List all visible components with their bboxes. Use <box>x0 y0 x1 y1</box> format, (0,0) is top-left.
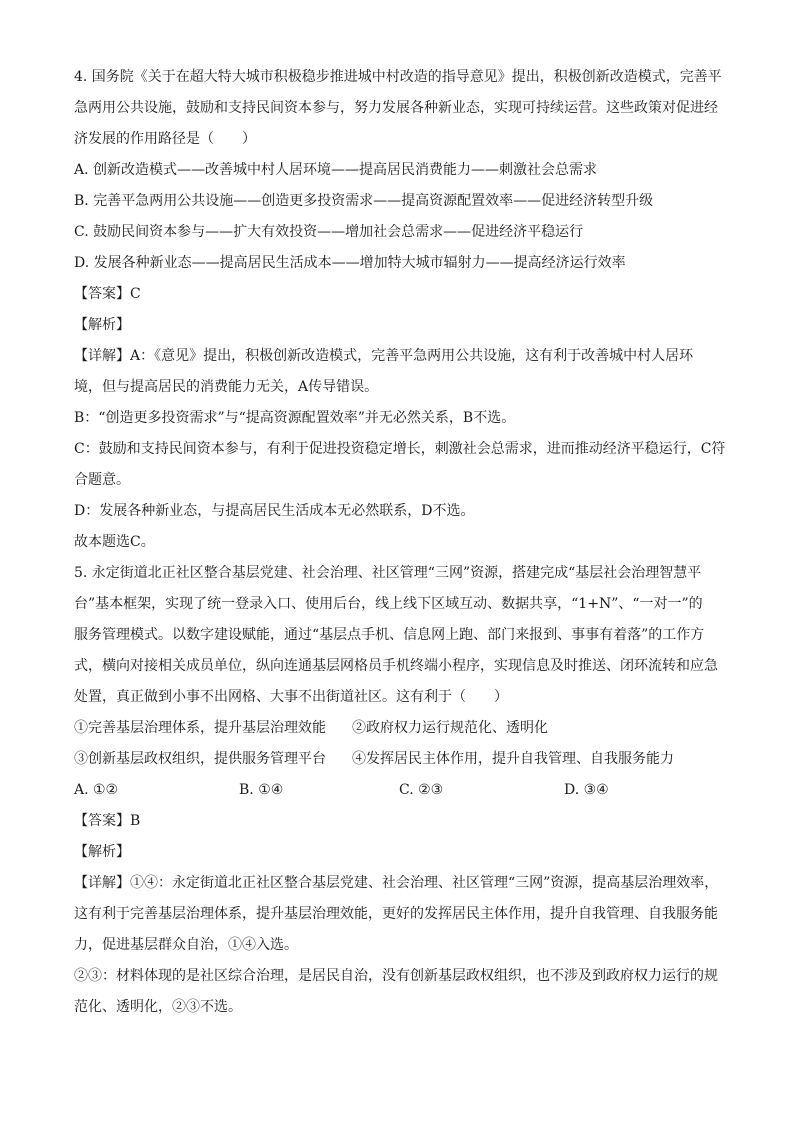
q4-detail-line: 【详解】A：《意见》提出，积极创新改造模式，完善平急两用公共设施，这有利于改善城中村人居环 <box>74 348 694 364</box>
q5-choice-b: B. ①④ <box>239 782 284 798</box>
q5-detail-line: 这有利于完善基层治理体系，提升基层治理效能，更好的发挥居民主体作用，提升自我管理、自我服务能 <box>74 906 718 922</box>
q5-stem-line: 服务管理模式。以数字建设赋能，通过“基层点手机、信息网上跑、部门来报到、事事有着落”的工作方 <box>74 627 705 643</box>
q5-statement-1: ①完善基层治理体系，提升基层治理效能 <box>74 720 326 736</box>
q5-choices-row <box>74 775 724 806</box>
q5-choice-d: D. ③④ <box>564 782 609 798</box>
q5-statement-2: ②政府权力运行规范化、透明化 <box>352 720 548 736</box>
q4-stem-line: 急两用公共设施，鼓励和支持民间资本参与，努力发展各种新业态，实现可持续运营。这些政策对促进经 <box>74 100 718 116</box>
q5-stem-line: 台”基本框架，实现了统一登录入口、使用后台，线上线下区域互动、数据共享，“1+N”、“一对一”的 <box>74 596 703 612</box>
question-5 <box>74 558 724 1023</box>
q4-detail-line: D：发展各种新业态，与提高居民生活成本无必然联系，D不选。 <box>74 503 475 519</box>
q4-answer: 【答案】C <box>74 286 141 302</box>
q5-stem-line: 式，横向对接相关成员单位，纵向连通基层网格员手机终端小程序，实现信息及时推送、闭环流转和应急 <box>74 658 718 674</box>
q4-detail-line: C：鼓励和支持民间资本参与，有利于促进投资稳定增长，刺激社会总需求，进而推动经济平稳运行，C符 <box>74 441 726 457</box>
q5-stem-line: 5. 永定街道北正社区整合基层党建、社会治理、社区管理“三网”资源，搭建完成“基层社会治理智慧平 <box>74 565 702 581</box>
q4-stem-line: 4. 国务院《关于在超大特大城市积极稳步推进城中村改造的指导意见》提出，积极创新改造模式，完善平 <box>74 69 722 85</box>
q5-detail-line: 力，促进基层群众自治，①④入选。 <box>74 937 298 953</box>
q4-option-c: C. 鼓励民间资本参与——扩大有效投资——增加社会总需求——促进经济平稳运行 <box>74 224 584 240</box>
q5-choice-a: A. ①② <box>74 782 119 798</box>
q4-option-d: D. 发展各种新业态——提高居民生活成本——增加特大城市辐射力——提高经济运行效率 <box>74 255 626 271</box>
q5-statements-row <box>74 744 724 775</box>
q4-detail-line: 故本题选C。 <box>74 534 155 550</box>
q4-stem-line: 济发展的作用路径是（ ） <box>74 131 256 147</box>
q5-choice-c: C. ②③ <box>399 782 444 798</box>
q5-stem-line: 处置，真正做到小事不出网格、大事不出街道社区。这有利于（ ） <box>74 689 508 705</box>
q5-analysis-label: 【解析】 <box>74 844 130 860</box>
q4-analysis-label: 【解析】 <box>74 317 130 333</box>
q4-detail-line: 合题意。 <box>74 472 130 488</box>
q5-answer: 【答案】B <box>74 813 141 829</box>
q4-option-b: B. 完善平急两用公共设施——创造更多投资需求——提高资源配置效率——促进经济转型升级 <box>74 193 654 209</box>
q5-statement-3: ③创新基层政权组织，提供服务管理平台 <box>74 751 326 767</box>
q5-detail-line: 范化、透明化，②③不选。 <box>74 999 242 1015</box>
q5-detail-line: ②③：材料体现的是社区综合治理，是居民自治，没有创新基层政权组织，也不涉及到政府权力运行的规 <box>74 968 718 984</box>
q5-detail-line: 【详解】①④：永定街道北正社区整合基层党建、社会治理、社区管理“三网”资源，提高基层治理效率， <box>74 875 719 891</box>
q4-option-a: A. 创新改造模式——改善城中村人居环境——提高居民消费能力——刺激社会总需求 <box>74 162 598 178</box>
q5-statement-4: ④发挥居民主体作用，提升自我管理、自我服务能力 <box>352 751 674 767</box>
question-4 <box>74 62 724 558</box>
q4-detail-line: 境，但与提高居民的消费能力无关，A传导错误。 <box>74 379 379 395</box>
q4-detail-line: B：“创造更多投资需求”与“提高资源配置效率”并无必然关系，B不选。 <box>74 410 516 426</box>
q5-statements-row <box>74 713 724 744</box>
